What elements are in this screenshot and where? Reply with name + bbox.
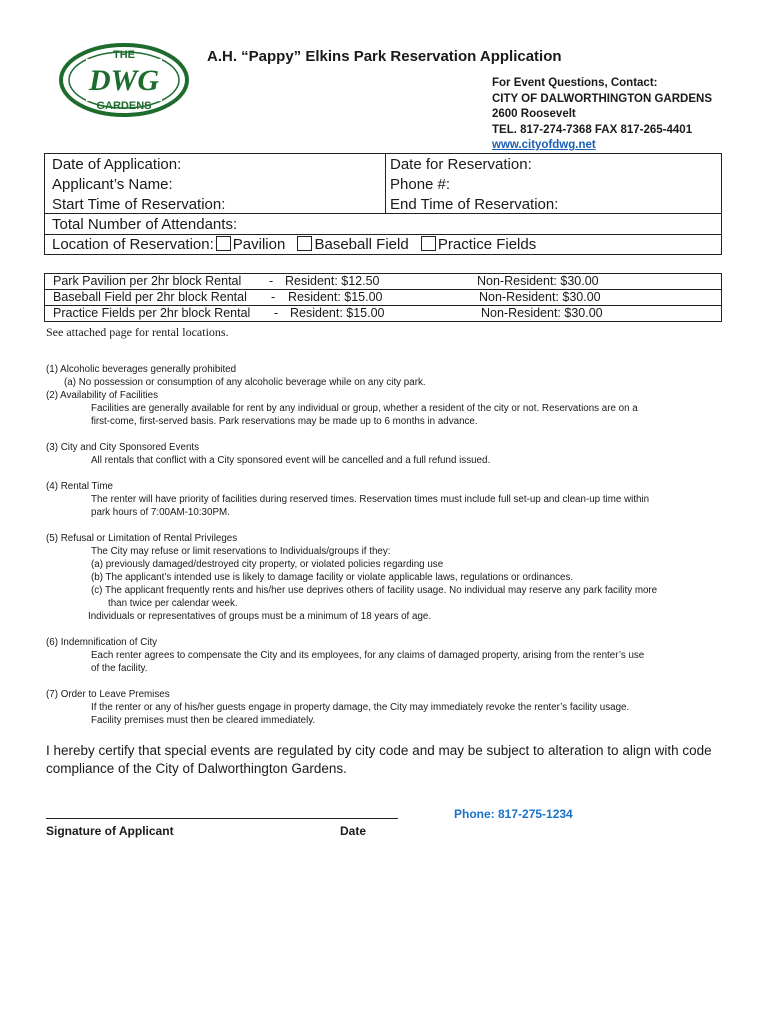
rule-7-line-2: Facility premises must then be cleared immediately. bbox=[91, 715, 316, 726]
rates-table bbox=[44, 273, 722, 322]
contact-block bbox=[492, 76, 712, 154]
rule-5-c-cont: than twice per calendar week. bbox=[108, 598, 238, 609]
rules-section bbox=[46, 363, 736, 727]
rule-5-c: (c) The applicant frequently rents and his/her use deprives others of facility usage. No individual may reserve any park facility more bbox=[91, 585, 658, 596]
signature-line[interactable] bbox=[46, 818, 398, 819]
rate-row-3-nonresident: Non-Resident: $30.00 bbox=[481, 306, 603, 320]
contact-phones: TEL. 817-274-7368 FAX 817-265-4401 bbox=[492, 123, 693, 136]
practice-fields-checkbox[interactable] bbox=[421, 236, 436, 251]
date-of-application-field[interactable]: Date of Application: bbox=[52, 156, 182, 173]
rate-row-2-nonresident: Non-Resident: $30.00 bbox=[479, 290, 601, 304]
rate-row-1-dash: - bbox=[269, 274, 274, 288]
rate-row-2-resident: Resident: $15.00 bbox=[288, 290, 383, 304]
rule-7-line-1: If the renter or any of his/her guests engage in property damage, the City may immediately revoke the renter’s facility usage. bbox=[91, 702, 630, 713]
contact-heading: For Event Questions, Contact: bbox=[492, 77, 658, 89]
rule-5-b: (b) The applicant’s intended use is likely to damage facility or violate applicable laws, regulations or ordinances. bbox=[91, 572, 574, 583]
rule-1-a: (a) No possession or consumption of any alcoholic beverage while on any city park. bbox=[64, 377, 426, 388]
rule-2-line-2: first-come, first-served basis. Park reservations may be made up to 6 months in advance. bbox=[91, 416, 478, 427]
rule-7-heading: (7) Order to Leave Premises bbox=[46, 689, 170, 700]
logo-monogram: DWG bbox=[88, 64, 160, 97]
footer-phone: Phone: 817-275-1234 bbox=[454, 807, 573, 821]
rate-row-3-dash: - bbox=[274, 306, 279, 320]
website-link[interactable]: www.cityofdwg.net bbox=[492, 139, 596, 151]
signature-label: Signature of Applicant bbox=[46, 824, 174, 838]
logo-text-top: THE bbox=[113, 49, 135, 61]
rule-3-heading: (3) City and City Sponsored Events bbox=[46, 442, 200, 453]
rate-row-1-nonresident: Non-Resident: $30.00 bbox=[477, 274, 599, 288]
rule-1-heading: (1) Alcoholic beverages generally prohibited bbox=[46, 364, 237, 375]
practice-fields-label: Practice Fields bbox=[437, 236, 537, 253]
logo-text-bottom: GARDENS bbox=[96, 100, 152, 112]
start-time-field[interactable]: Start Time of Reservation: bbox=[52, 196, 226, 213]
rule-6-heading: (6) Indemnification of City bbox=[46, 637, 158, 648]
location-label: Location of Reservation: bbox=[52, 236, 214, 253]
rate-row-3-resident: Resident: $15.00 bbox=[290, 306, 385, 320]
rule-6-line-2: of the facility. bbox=[91, 663, 148, 674]
pavilion-checkbox[interactable] bbox=[216, 236, 231, 251]
rule-4-heading: (4) Rental Time bbox=[46, 481, 113, 492]
rule-2-line-1: Facilities are generally available for rent by any individual or group, whether a resident of the city or not. Reservations are on a bbox=[91, 403, 638, 414]
baseball-field-checkbox[interactable] bbox=[297, 236, 312, 251]
rule-6-line-1: Each renter agrees to compensate the City and its employees, for any claims of damaged property, arising from the renter’s use bbox=[91, 650, 645, 661]
phone-field[interactable]: Phone #: bbox=[390, 176, 451, 193]
end-time-field[interactable]: End Time of Reservation: bbox=[390, 196, 559, 213]
pavilion-label: Pavilion bbox=[232, 236, 286, 253]
rule-2-heading: (2) Availability of Facilities bbox=[46, 390, 158, 401]
rule-4-line-1: The renter will have priority of facilities during reserved times. Reservation times must include full set-up and clean-up time within bbox=[91, 494, 650, 505]
rule-3-line-1: All rentals that conflict with a City sponsored event will be cancelled and a full refund issued. bbox=[91, 455, 491, 466]
certification-statement: I hereby certify that special events are regulated by city code and may be subject to alteration to align with code compliance of the City of Dalworthington Gardens. bbox=[46, 743, 712, 776]
page-title: A.H. “Pappy” Elkins Park Reservation Application bbox=[207, 48, 562, 65]
rate-row-2-dash: - bbox=[271, 290, 276, 304]
rates-note: See attached page for rental locations. bbox=[46, 325, 229, 339]
contact-address: 2600 Roosevelt bbox=[492, 108, 576, 120]
applicant-name-field[interactable]: Applicant’s Name: bbox=[52, 176, 173, 193]
rate-row-2-facility: Baseball Field per 2hr block Rental bbox=[53, 290, 247, 304]
city-logo bbox=[58, 42, 190, 118]
rule-5-line-2: Individuals or representatives of groups must be a minimum of 18 years of age. bbox=[88, 611, 432, 622]
rule-4-line-2: park hours of 7:00AM-10:30PM. bbox=[91, 507, 230, 518]
rule-5-heading: (5) Refusal or Limitation of Rental Privileges bbox=[46, 533, 238, 544]
baseball-field-label: Baseball Field bbox=[314, 236, 409, 253]
rate-row-1-facility: Park Pavilion per 2hr block Rental bbox=[53, 274, 242, 288]
reservation-form-table bbox=[44, 153, 722, 255]
date-label: Date bbox=[340, 824, 367, 838]
rate-row-3-facility: Practice Fields per 2hr block Rental bbox=[53, 306, 251, 320]
total-attendants-field[interactable]: Total Number of Attendants: bbox=[52, 216, 238, 233]
rate-row-1-resident: Resident: $12.50 bbox=[285, 274, 380, 288]
rule-5-line-1: The City may refuse or limit reservations to Individuals/groups if they: bbox=[91, 546, 391, 557]
contact-org: CITY OF DALWORTHINGTON GARDENS bbox=[492, 92, 712, 105]
location-row bbox=[52, 235, 536, 254]
rule-5-a: (a) previously damaged/destroyed city property, or violated policies regarding use bbox=[91, 559, 444, 570]
date-for-reservation-field[interactable]: Date for Reservation: bbox=[390, 156, 532, 173]
